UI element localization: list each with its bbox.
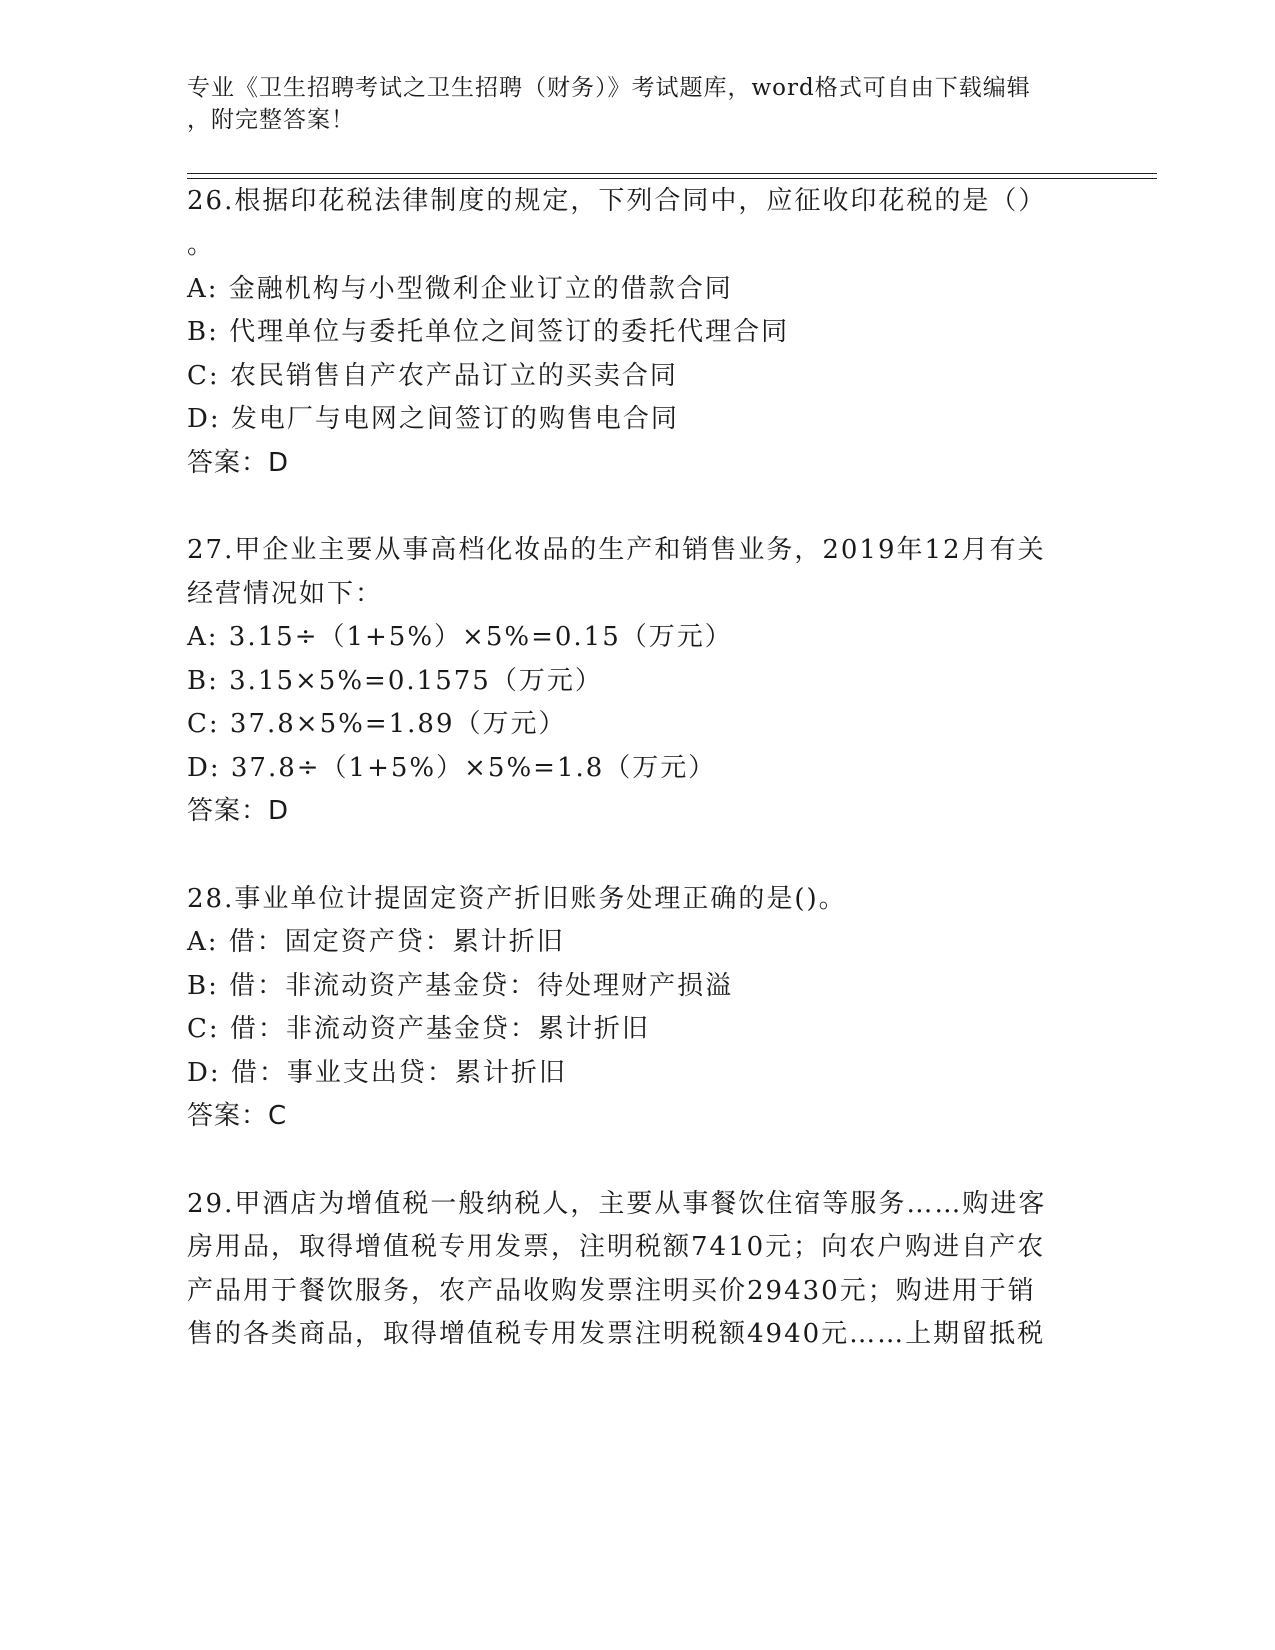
question-27-answer: 答案：D	[187, 796, 290, 826]
question-26-option-c: C: 农民销售自产农产品订立的买卖合同	[187, 361, 678, 391]
question-27-option-a: A: 3.15÷（1+5%）×5%=0.15（万元）	[187, 622, 733, 652]
question-26-stem-line-1: 26.根据印花税法律制度的规定，下列合同中，应征收印花税的是（）	[187, 186, 1047, 216]
question-29-stem-line-1: 29.甲酒店为增值税一般纳税人，主要从事餐饮住宿等服务……购进客	[187, 1189, 1047, 1219]
question-28-option-a: A: 借：固定资产贷：累计折旧	[187, 927, 565, 957]
question-26-option-d: D: 发电厂与电网之间签订的购售电合同	[187, 404, 679, 434]
question-26-option-a: A: 金融机构与小型微利企业订立的借款合同	[187, 274, 733, 304]
question-27-option-d: D: 37.8÷（1+5%）×5%=1.8（万元）	[187, 753, 717, 783]
question-26-answer: 答案：D	[187, 448, 290, 478]
question-29-stem-line-2: 房用品，取得增值税专用发票，注明税额7410元；向农户购进自产农	[187, 1232, 1046, 1262]
question-27-option-c: C: 37.8×5%=1.89（万元）	[187, 709, 567, 739]
question-28-option-d: D: 借：事业支出贷：累计折旧	[187, 1058, 567, 1088]
question-27-option-b: B: 3.15×5%=0.1575（万元）	[187, 666, 603, 696]
document-header-line-1: 专业《卫生招聘考试之卫生招聘（财务）》考试题库，word格式可自由下载编辑	[187, 75, 1031, 101]
question-28-stem-line-1: 28.事业单位计提固定资产折旧账务处理正确的是()。	[187, 884, 847, 914]
question-26-option-b: B: 代理单位与委托单位之间签订的委托代理合同	[187, 317, 790, 347]
question-26-stem-line-2: 。	[187, 230, 216, 260]
question-28-option-b: B: 借：非流动资产基金贷：待处理财产损溢	[187, 971, 734, 1001]
header-rule-bottom	[187, 178, 1157, 179]
question-27-stem-line-1: 27.甲企业主要从事高档化妆品的生产和销售业务，2019年12月有关	[187, 535, 1046, 565]
question-28-option-c: C: 借：非流动资产基金贷：累计折旧	[187, 1014, 650, 1044]
question-28-answer: 答案：C	[187, 1101, 288, 1131]
question-29-stem-line-3: 产品用于餐饮服务，农产品收购发票注明买价29430元；购进用于销	[187, 1276, 1036, 1306]
question-29-stem-line-4: 售的各类商品，取得增值税专用发票注明税额4940元……上期留抵税	[187, 1319, 1046, 1349]
header-rule-top	[187, 173, 1157, 174]
document-header-line-2: ，附完整答案！	[187, 107, 355, 133]
question-27-stem-line-2: 经营情况如下：	[187, 579, 384, 609]
